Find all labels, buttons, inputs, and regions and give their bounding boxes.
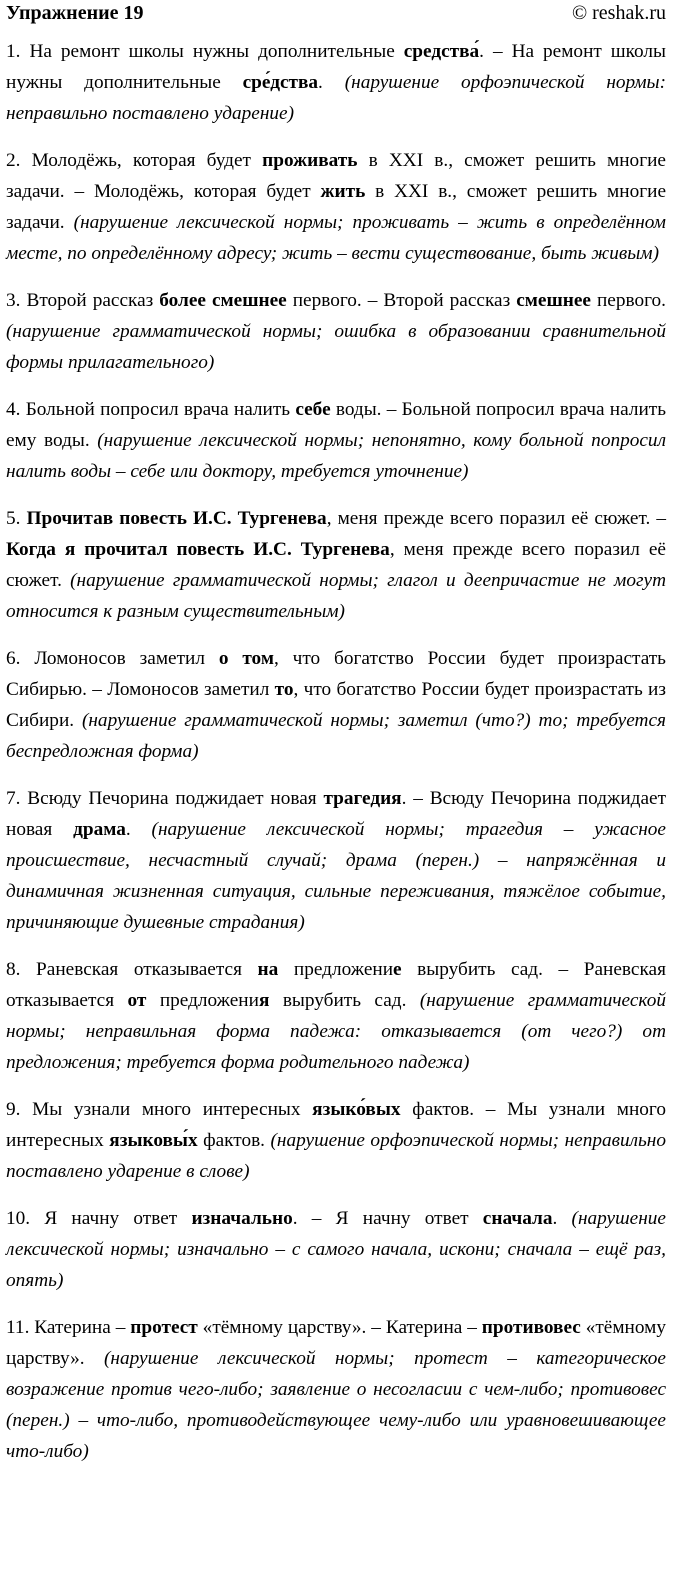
explanation-text: (нарушение грамматической нормы; ошибка в образовании сравнительной формы прилагательного) [6, 321, 666, 373]
highlighted-word: от [127, 990, 147, 1011]
sentence-text: 4. Больной попросил врача налить [6, 399, 296, 420]
sentence-text: воды. – Больной попросил врача налить ему воды. [6, 399, 666, 451]
answer-item-3 [6, 285, 666, 378]
explanation-text: (нарушение лексической нормы; проживать – жить в определённом месте, по определённому адресу; жить – вести существование, быть живым) [6, 212, 666, 264]
highlighted-word: драма [73, 819, 126, 840]
highlighted-word: проживать [262, 150, 358, 171]
answer-item-4 [6, 394, 666, 487]
sentence-text: , что богатство России будет произрастать Сибирью. – Ломоносов заметил [6, 648, 666, 700]
sentence-text: в XXI в., сможет решить многие задачи. – Молодёжь, которая будет [6, 150, 666, 202]
sentence-text: , меня прежде всего поразил её сюжет. [6, 539, 666, 591]
highlighted-word: более смешнее [159, 290, 287, 311]
sentence-text: 6. Ломоносов заметил [6, 648, 219, 669]
highlighted-word: себе [295, 399, 331, 420]
sentence-text: , меня прежде всего поразил её сюжет. – [326, 508, 667, 529]
answer-item-9 [6, 1094, 666, 1187]
site-credit: © reshak.ru [571, 2, 666, 24]
sentence-text: 7. Всюду Печорина поджидает новая [6, 788, 324, 809]
highlighted-word: изначально [191, 1208, 293, 1229]
exercise-title: Упражнение 19 [6, 2, 144, 24]
explanation-text: (нарушение лексической нормы; трагедия – ужасное происшествие, несчастный случай; драма (перен.) – напряжённая и динамичная жизненная ситуация, сильные переживания, тяжёлое событие, причиняющие душевные страдания) [6, 819, 666, 933]
sentence-text: 10. Я начну ответ [6, 1208, 192, 1229]
highlighted-word: языко́вых [312, 1099, 401, 1120]
sentence-text: 2. Молодёжь, которая будет [6, 150, 263, 171]
sentence-text: 11. Катерина – [6, 1317, 131, 1338]
sentence-text: . – На ремонт школы нужны дополнительные [6, 41, 666, 93]
sentence-text: 9. Мы узнали много интересных [6, 1099, 313, 1120]
highlighted-word: противовес [481, 1317, 581, 1338]
highlighted-word: то [274, 679, 294, 700]
highlighted-word: Когда я прочитал повесть И.С. Тургенева [6, 539, 390, 560]
highlighted-word: сначала [482, 1208, 553, 1229]
sentence-text: . – Я начну ответ [292, 1208, 483, 1229]
sentence-text: предложени [146, 990, 259, 1011]
sentence-text: фактов. [197, 1130, 271, 1151]
highlighted-word: протест [130, 1317, 198, 1338]
explanation-text: (нарушение лексической нормы; изначально – с самого начала, искони; сначала – ещё раз, опять) [6, 1208, 666, 1291]
explanation-text: (нарушение лексической нормы; протест – категорическое возражение против чего-либо; заявление о несогласии с чем-либо; противовес (перен.) – что-либо, противодействующее чему-либо или уравновешивающее что-либо) [6, 1348, 666, 1462]
highlighted-word: Прочитав повесть И.С. Тургенева [26, 508, 327, 529]
answer-item-2 [6, 145, 666, 269]
answer-item-1 [6, 36, 666, 129]
sentence-text: первого. [590, 290, 666, 311]
sentence-text: . [552, 1208, 572, 1229]
sentence-text: предложени [278, 959, 394, 980]
explanation-text: (нарушение грамматической нормы; заметил (что?) то; требуется беспредложная форма) [6, 710, 666, 762]
sentence-text: в XXI в., сможет решить многие задачи. [6, 181, 666, 233]
sentence-text: . [318, 72, 345, 93]
explanation-text: (нарушение грамматической нормы; глагол и деепричастие не могут относится к разным существительным) [6, 570, 666, 622]
highlighted-word: о том [218, 648, 274, 669]
highlighted-word: средства́ [403, 41, 480, 62]
answer-item-11 [6, 1312, 666, 1467]
sentence-text: первого. – Второй рассказ [286, 290, 517, 311]
highlighted-word: сре́дства [242, 72, 319, 93]
highlighted-word: на [257, 959, 279, 980]
answer-item-5 [6, 503, 666, 627]
sentence-text: 1. На ремонт школы нужны дополнительные [6, 41, 404, 62]
answer-item-7 [6, 783, 666, 938]
page-header [0, 0, 674, 36]
explanation-text: (нарушение грамматической нормы; неправильная форма падежа: отказывается (от чего?) от предложения; требуется форма родительного падежа) [6, 990, 666, 1073]
answer-item-6 [6, 643, 666, 767]
sentence-text: 8. Раневская отказывается [6, 959, 258, 980]
sentence-text: вырубить сад. [269, 990, 420, 1011]
sentence-text: фактов. – Мы узнали много интересных [6, 1099, 667, 1151]
sentence-text: 5. [6, 508, 27, 529]
answer-item-8 [6, 954, 666, 1078]
highlighted-word: жить [320, 181, 366, 202]
highlighted-word: языковы́х [109, 1130, 198, 1151]
sentence-text: 3. Второй рассказ [6, 290, 160, 311]
highlighted-word: смешнее [516, 290, 591, 311]
sentence-text: . – Всюду Печорина поджидает новая [6, 788, 666, 840]
sentence-text: «тёмному царству». [6, 1317, 666, 1369]
explanation-text: (нарушение орфоэпической нормы: неправильно поставлено ударение) [6, 72, 666, 124]
answer-item-10 [6, 1203, 666, 1296]
explanation-text: (нарушение орфоэпической нормы; неправильно поставлено ударение в слове) [6, 1130, 667, 1182]
explanation-text: (нарушение лексической нормы; непонятно, кому больной попросил налить воды – себе или доктору, требуется уточнение) [6, 430, 666, 482]
highlighted-word: я [258, 990, 270, 1011]
sentence-text: . [125, 819, 152, 840]
sentence-text: вырубить сад. – Раневская отказывается [6, 959, 666, 1011]
answer-list [0, 36, 674, 1467]
highlighted-word: трагедия [323, 788, 402, 809]
sentence-text: , что богатство России будет произрастать из Сибири. [6, 679, 666, 731]
highlighted-word: е [393, 959, 402, 980]
sentence-text: «тёмному царству». – Катерина – [197, 1317, 482, 1338]
